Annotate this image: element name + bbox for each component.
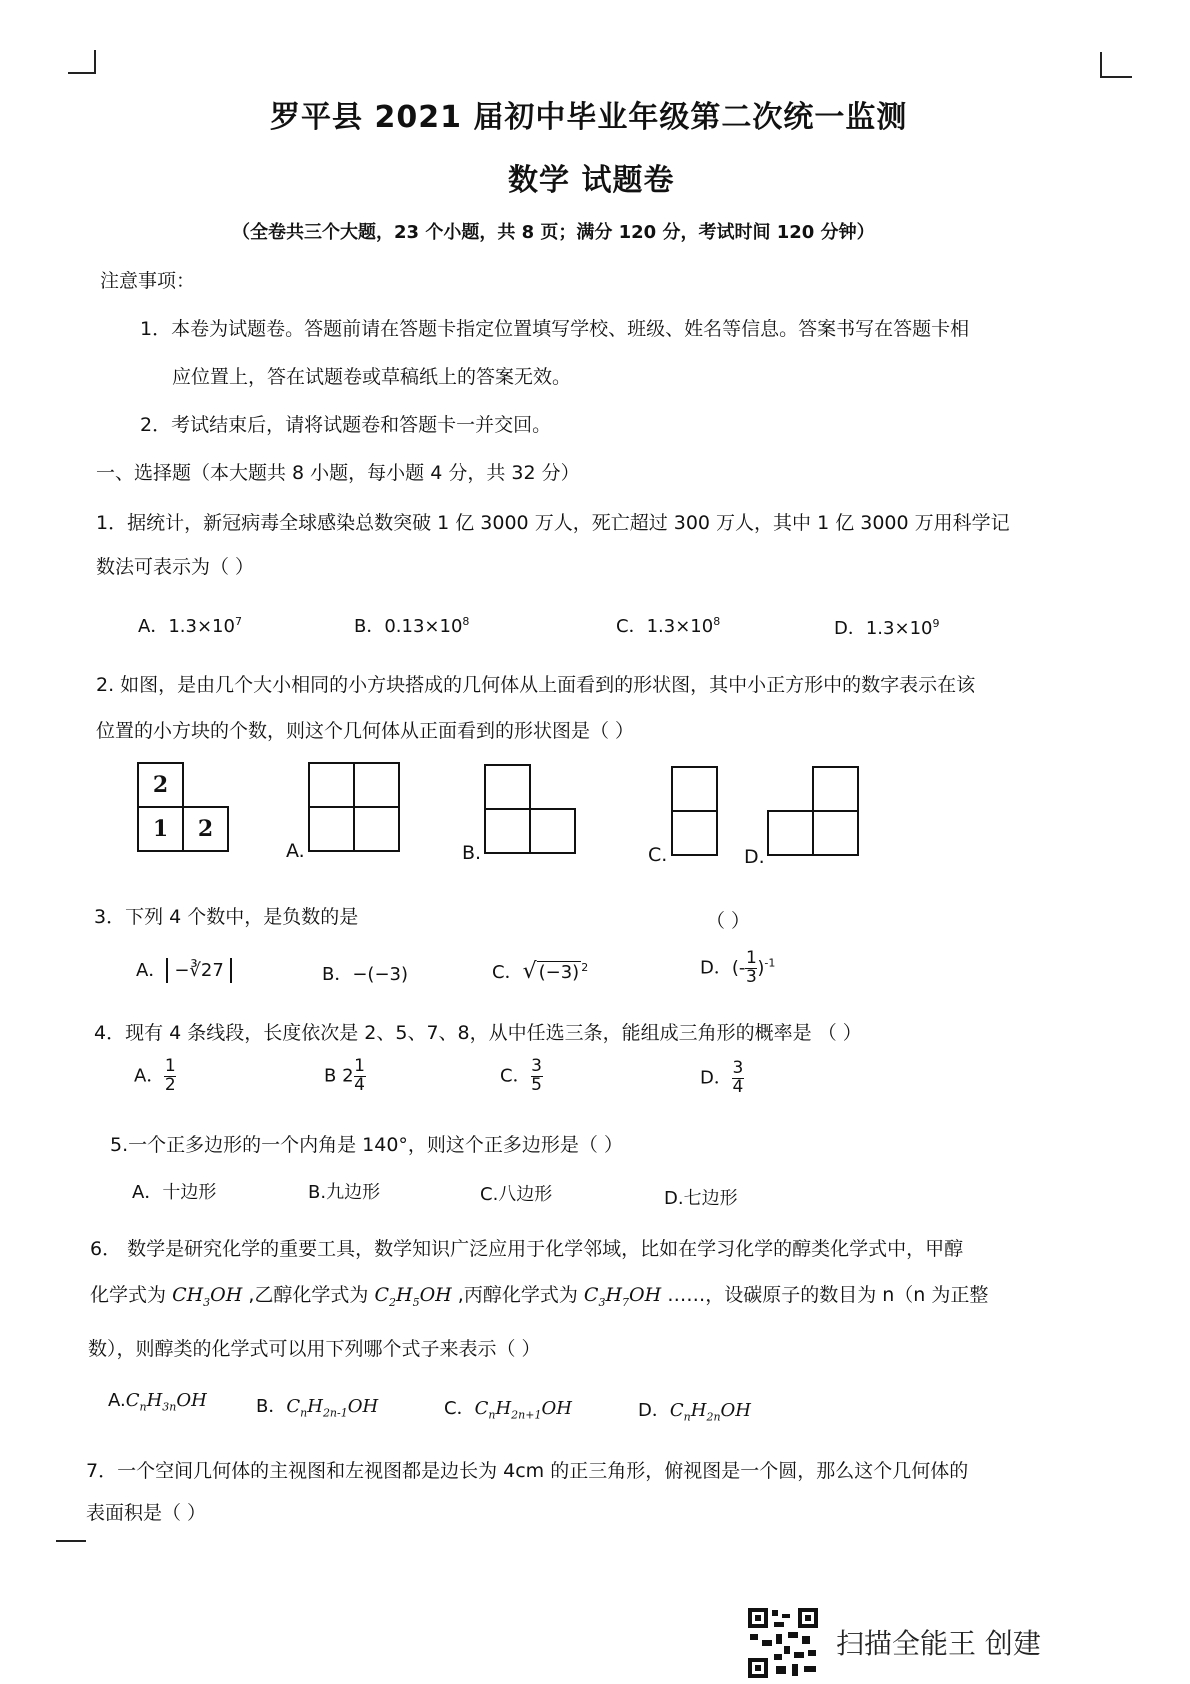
grid-cell-top: 2 <box>137 762 184 808</box>
q6-option-d: D．$C_nH_{2n}OH$ <box>638 1400 752 1424</box>
crop-mark-tr-h <box>1100 76 1132 78</box>
crop-mark-bl-h <box>56 1540 86 1542</box>
q2-line1: 2. 如图，是由几个大小相同的小方块搭成的几何体从上面看到的形状图，其中小正方形中的数字表示在该 <box>96 674 976 696</box>
formula-methanol: $CH_3OH$ <box>172 1284 243 1309</box>
formula-propanol: $C_3H_7OH$ <box>583 1284 662 1309</box>
q2-d-cell <box>812 810 859 856</box>
q2-a-cell <box>353 806 400 852</box>
formula-ethanol: $C_2H_5OH$ <box>374 1284 452 1309</box>
crop-mark-tl-h <box>68 72 96 74</box>
crop-mark-tl-v <box>94 50 96 74</box>
q2-b-cell <box>529 808 576 854</box>
q2-a-cell <box>353 762 400 808</box>
q2-option-a: A. <box>286 840 305 862</box>
q4-option-c: C． $\frac{3}{5}$ <box>500 1056 542 1095</box>
q6-option-b: B．$C_nH_{2n-1}OH$ <box>256 1396 379 1420</box>
q2-line2: 位置的小方块的个数，则这个几何体从正面看到的形状图是（ ） <box>96 720 635 742</box>
scanner-watermark: 扫描全能王 创建 <box>836 1627 1041 1660</box>
q1-option-c: C．$1.3\times 10^8$ <box>616 615 721 637</box>
q1-option-b: B．$0.13\times 10^8$ <box>354 615 470 637</box>
q1-line2: 数法可表示为（ ） <box>96 556 255 578</box>
note-1-line2: 应位置上，答在试题卷或草稿纸上的答案无效。 <box>172 366 572 388</box>
q2-c-cell <box>671 810 718 856</box>
grid-cell-bottom-left: 1 <box>137 806 184 852</box>
page-subtitle: 数学 试题卷 <box>508 163 675 198</box>
q5-option-a: A．十边形 <box>132 1182 217 1203</box>
q1-option-d: D．$1.3\times 10^9$ <box>834 617 940 639</box>
q4-option-d: D． $\frac{3}{4}$ <box>700 1058 744 1097</box>
q3-paren: （ ） <box>706 910 751 932</box>
q3-option-a: A． −∛27 <box>136 956 232 982</box>
q6-option-c: C．$C_nH_{2n+1}OH$ <box>444 1398 572 1422</box>
q5-option-c: C.八边形 <box>480 1184 553 1205</box>
q2-a-cell <box>308 762 355 808</box>
q2-c-cell <box>671 766 718 812</box>
notes-heading: 注意事项： <box>100 270 196 292</box>
q3-stem: 3．下列 4 个数中，是负数的是 <box>94 906 359 928</box>
q2-d-cell <box>767 810 814 856</box>
q1-option-a: A．$1.3\times 10^7$ <box>138 615 242 637</box>
q5-stem: 5.一个正多边形的一个内角是 140°，则这个正多边形是（ ） <box>110 1134 623 1156</box>
q6-line3: 数），则醇类的化学式可以用下列哪个式子来表示（ ） <box>88 1338 541 1360</box>
crop-mark-tr-v <box>1100 52 1102 78</box>
q4-stem: 4．现有 4 条线段，长度依次是 2、5、7、8，从中任选三条，能组成三角形的概率是 （ ） <box>94 1022 862 1044</box>
exam-info: （全卷共三个大题，23 个小题，共 8 页；满分 120 分，考试时间 120 分钟） <box>232 222 875 243</box>
grid-cell-bottom-right: 2 <box>182 806 229 852</box>
q3-option-c: C．√ (−3) $^2$ <box>492 959 589 984</box>
q6-option-a: $A.C_nH_{3n}OH$ <box>108 1390 207 1414</box>
q4-option-a: A． $\frac{1}{2}$ <box>134 1056 176 1095</box>
q2-option-c: C. <box>648 844 668 866</box>
q6-line1: 6． 数学是研究化学的重要工具，数学知识广泛应用于化学邻域，比如在学习化学的醇类化学式中，甲醇 <box>90 1238 964 1260</box>
q2-b-cell <box>484 764 531 810</box>
q2-b-cell <box>484 808 531 854</box>
q3-option-d: D．(- $\frac{1}{3}$ )$^{-1}$ <box>700 948 776 987</box>
note-1-line1: 1．本卷为试题卷。答题前请在答题卡指定位置填写学校、班级、姓名等信息。答案书写在答题卡相 <box>140 318 970 340</box>
q5-option-b: B.九边形 <box>308 1182 381 1203</box>
q2-option-b: B. <box>462 842 482 864</box>
q6-line2: 化学式为 $CH_3OH$ ,乙醇化学式为 $C_2H_5OH$ ,丙醇化学式为 $C_3H_7OH$ ……，设碳原子的数目为 n（n 为正整 <box>90 1284 989 1309</box>
q4-option-b: B 2 $\frac{1}{4}$ <box>324 1056 365 1095</box>
qr-code-icon <box>746 1606 820 1680</box>
q5-option-d: D.七边形 <box>664 1188 738 1209</box>
q7-line1: 7．一个空间几何体的主视图和左视图都是边长为 4cm 的正三角形，俯视图是一个圆，那么这个几何体的 <box>86 1460 969 1482</box>
q2-d-cell <box>812 766 859 812</box>
q3-option-b: B．−(−3) <box>322 964 409 985</box>
section-heading: 一、选择题（本大题共 8 小题，每小题 4 分，共 32 分） <box>96 462 580 484</box>
q1-line1: 1．据统计，新冠病毒全球感染总数突破 1 亿 3000 万人，死亡超过 300 万人，其中 1 亿 3000 万用科学记 <box>96 512 1010 534</box>
note-2: 2．考试结束后，请将试题卷和答题卡一并交回。 <box>140 414 552 436</box>
q2-option-d: D. <box>744 846 765 868</box>
page-title: 罗平县 2021 届初中毕业年级第二次统一监测 <box>270 100 908 135</box>
q2-a-cell <box>308 806 355 852</box>
q7-line2: 表面积是（ ） <box>86 1502 207 1524</box>
